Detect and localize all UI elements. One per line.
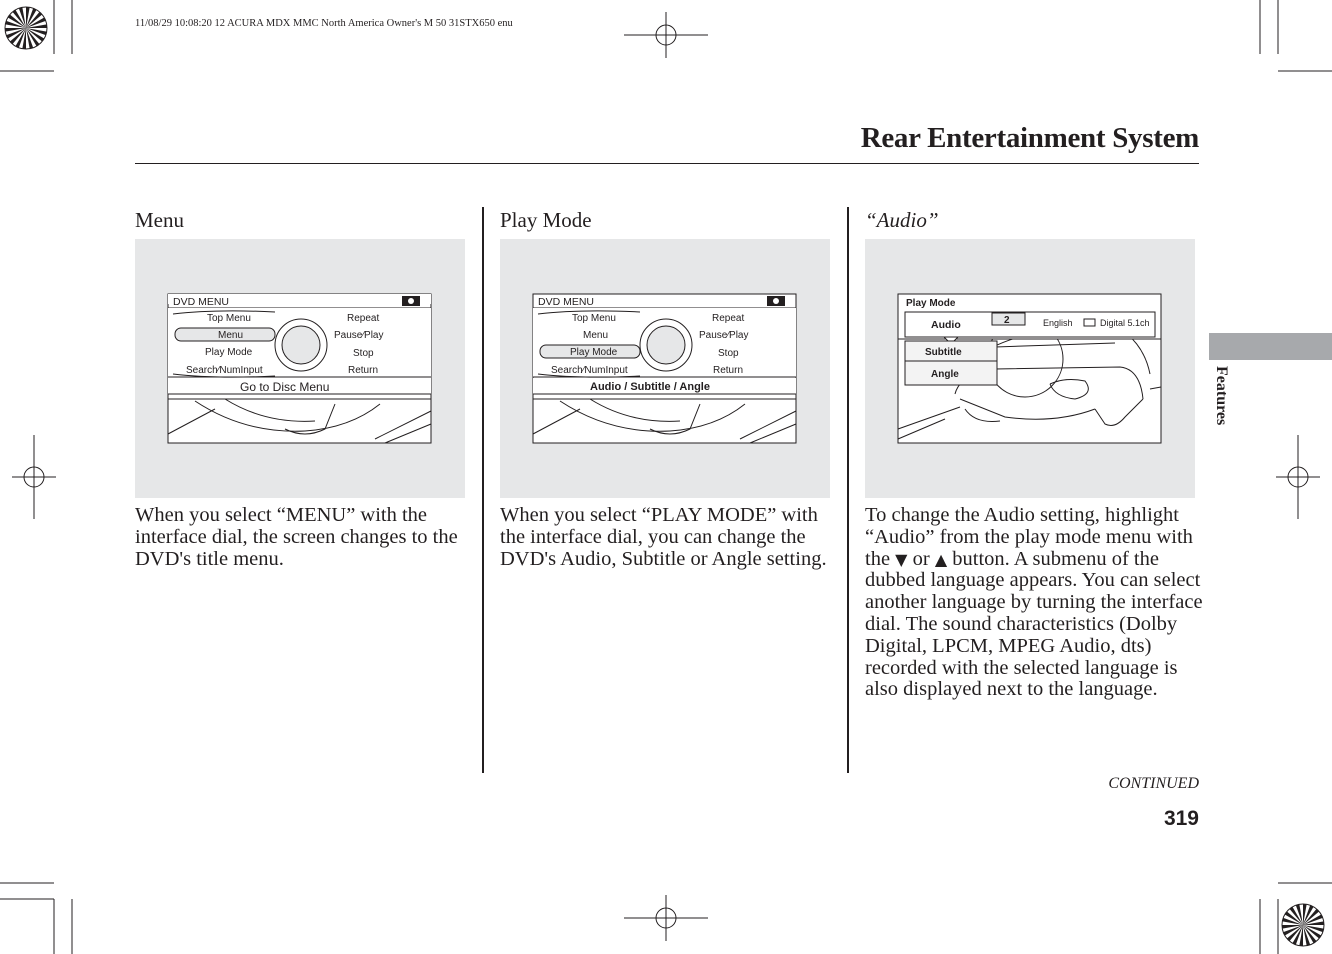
bottom-bar-label: Go to Disc Menu xyxy=(240,380,330,394)
settings-icon xyxy=(402,296,420,306)
screen-title: Play Mode xyxy=(906,298,956,309)
screen-title: DVD MENU xyxy=(173,296,230,308)
menu-item: Search⁄NumInput xyxy=(551,365,628,376)
down-button-icon: ▼ xyxy=(895,549,908,569)
column-divider xyxy=(847,207,849,773)
menu-item: Play Mode xyxy=(205,347,253,358)
bottom-bar-label: Audio / Subtitle / Angle xyxy=(590,381,710,393)
up-button-icon: ▲ xyxy=(934,549,948,569)
sound-format-label: Digital 5.1ch xyxy=(1100,318,1150,328)
audio-heading: “Audio” xyxy=(865,208,939,232)
menu-item: Top Menu xyxy=(207,313,251,324)
menu-item: Stop xyxy=(718,348,739,359)
screen-title: DVD MENU xyxy=(538,296,595,308)
play-mode-screen-illustration xyxy=(500,239,830,498)
audio-text-part: To change the Audio setting, highlight “Audio” from the play mode menu with the xyxy=(865,504,1193,570)
title-rule xyxy=(135,163,1199,164)
crosshair-left xyxy=(12,435,56,519)
audio-screen-illustration xyxy=(865,239,1195,498)
menu-item: Search⁄NumInput xyxy=(186,365,263,376)
menu-item: Menu xyxy=(583,330,609,341)
menu-item: Return xyxy=(348,365,379,376)
section-tab xyxy=(1209,333,1332,360)
menu-item: Repeat xyxy=(712,313,745,324)
play-mode-heading: Play Mode xyxy=(500,208,592,232)
crosshair-bottom xyxy=(624,895,708,941)
audio-text-part: button. A submenu of the dubbed language appears. You can select another language by turning the interface dial. The sound characteristics (Dolby Digital, LPCM, MPEG Audio, dts) recorded with the selected language is also displayed next to the language. xyxy=(865,547,1203,701)
audio-screen-panel xyxy=(865,239,1195,498)
column-divider xyxy=(482,207,484,773)
menu-item-selected: Play Mode xyxy=(570,347,618,358)
page-title: Rear Entertainment System xyxy=(860,122,1199,154)
menu-screen-illustration xyxy=(135,239,465,498)
settings-icon xyxy=(767,296,785,306)
play-mode-item-angle: Angle xyxy=(931,369,959,380)
audio-number: 2 xyxy=(1004,315,1010,326)
audio-description xyxy=(865,505,1210,701)
menu-description: When you select “MENU” with the interface dial, the screen changes to the DVD's title menu. xyxy=(135,504,458,570)
registration-star-top-left xyxy=(5,7,47,49)
menu-item: Return xyxy=(713,365,744,376)
menu-item: Stop xyxy=(353,348,374,359)
crosshair-right xyxy=(1276,435,1320,519)
play-mode-description: When you select “PLAY MODE” with the interface dial, you can change the DVD's Audio, Subtitle or Angle setting. xyxy=(500,504,827,570)
audio-text-part: or xyxy=(907,547,935,570)
play-mode-screen-panel xyxy=(500,239,830,498)
language-label: English xyxy=(1043,318,1073,328)
menu-item: Pause⁄Play xyxy=(699,330,749,341)
menu-screen-panel xyxy=(135,239,465,498)
menu-item: Repeat xyxy=(347,313,380,324)
registration-star-bottom-right xyxy=(1282,904,1324,946)
crosshair-top xyxy=(624,12,708,58)
continued-label: CONTINUED xyxy=(1108,775,1199,792)
page-number: 319 xyxy=(1163,807,1199,830)
menu-item: Top Menu xyxy=(572,313,616,324)
play-mode-item-audio: Audio xyxy=(931,319,961,331)
section-tab-label: Features xyxy=(1213,366,1230,426)
play-mode-item-subtitle: Subtitle xyxy=(925,347,962,358)
print-info: 11/08/29 10:08:20 12 ACURA MDX MMC North America Owner's M 50 31STX650 enu xyxy=(135,18,513,29)
menu-item: Pause⁄Play xyxy=(334,330,384,341)
menu-item-selected: Menu xyxy=(218,330,244,341)
menu-heading: Menu xyxy=(135,208,184,232)
